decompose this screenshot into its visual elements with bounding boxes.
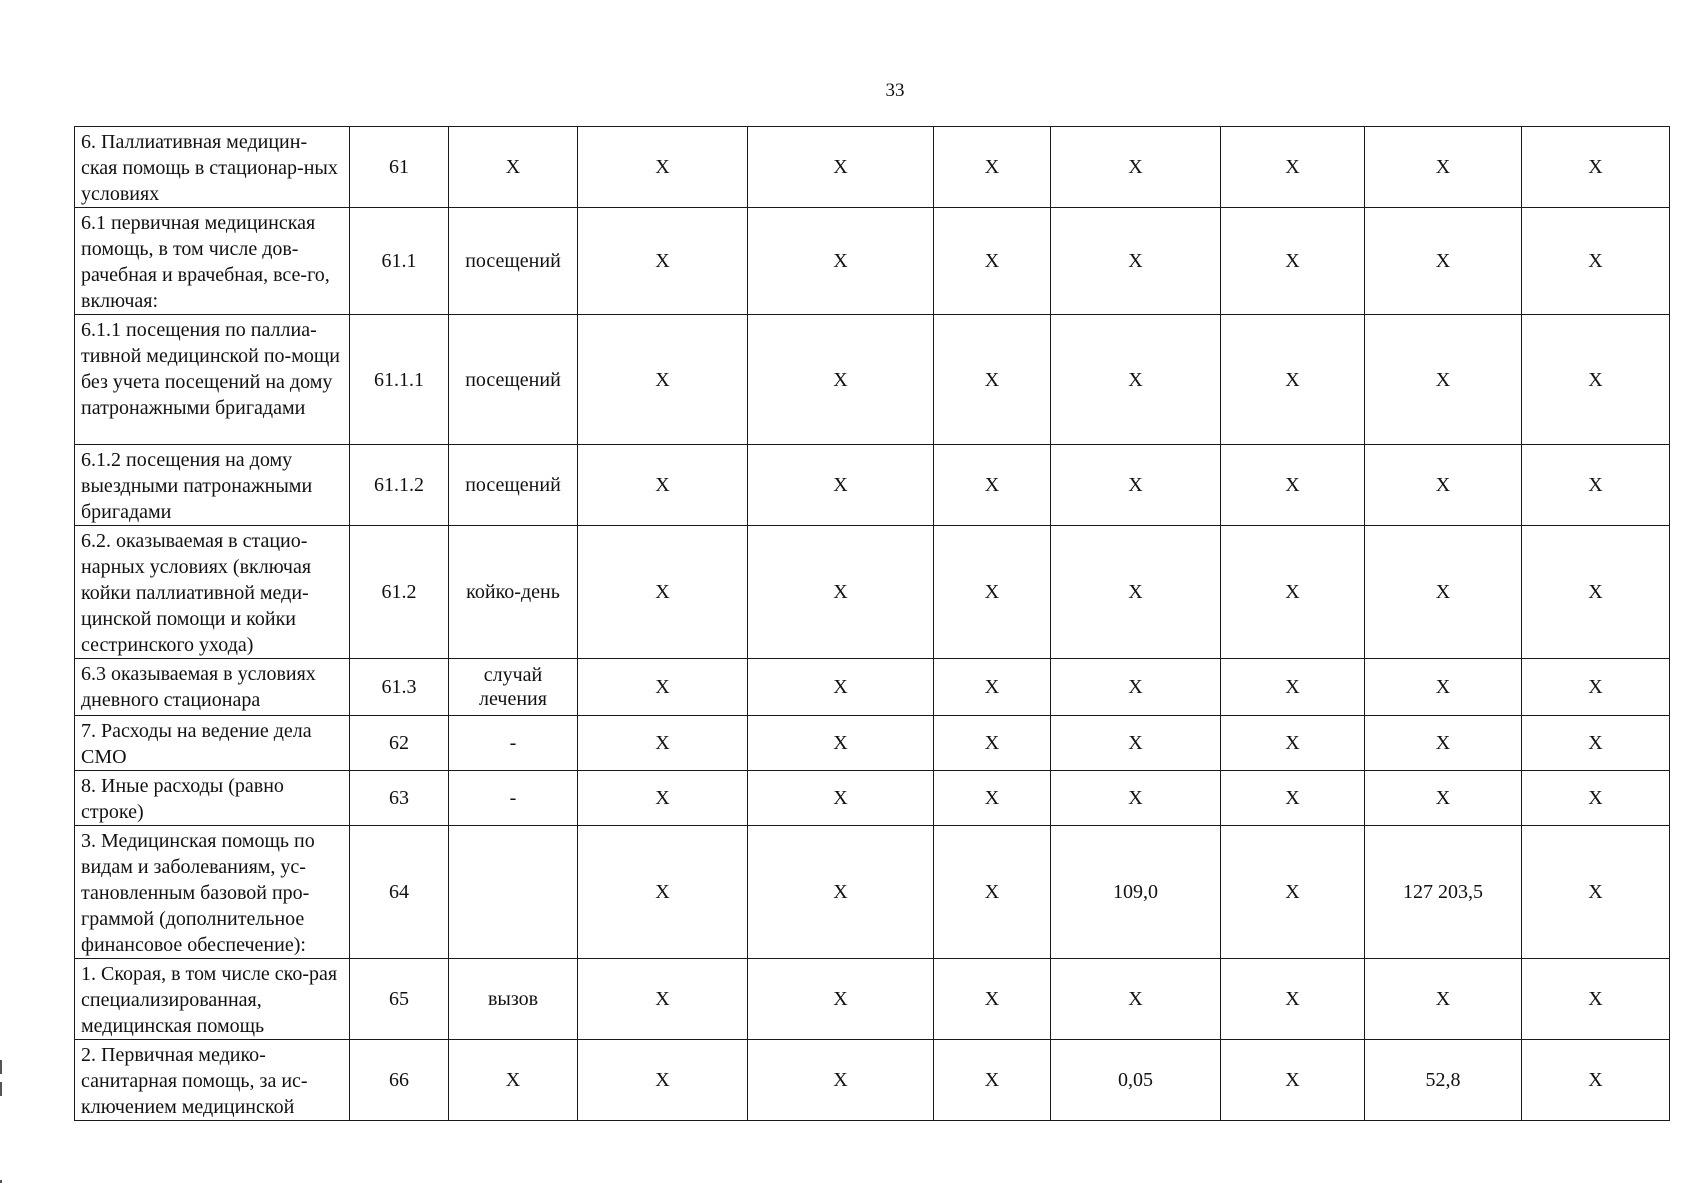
value-cell: Х: [578, 659, 748, 716]
value-cell: Х: [934, 127, 1051, 208]
value-cell: Х: [1051, 959, 1221, 1040]
value-cell: Х: [578, 716, 748, 771]
value-cell: Х: [1522, 1040, 1670, 1121]
value-cell: Х: [578, 315, 748, 445]
row-unit: койко-день: [449, 526, 578, 659]
table-row: [75, 526, 1670, 659]
row-unit: Х: [449, 127, 578, 208]
value-cell: Х: [1221, 959, 1365, 1040]
row-name: 6.3 оказываемая в условиях дневного стационара: [75, 659, 350, 716]
table-row: [75, 445, 1670, 526]
value-cell: Х: [748, 315, 934, 445]
value-cell: Х: [1365, 315, 1522, 445]
table-row: [75, 315, 1670, 445]
value-cell: Х: [1365, 526, 1522, 659]
row-code: 66: [350, 1040, 449, 1121]
row-name: 7. Расходы на ведение дела СМО: [75, 716, 350, 771]
row-code: 61.3: [350, 659, 449, 716]
page-number: 33: [885, 80, 905, 101]
value-cell: Х: [1221, 659, 1365, 716]
row-name: 6.2. оказываемая в стацио-нарных условиях (включая койки паллиативной меди-цинской помощи и койки сестринского ухода): [75, 526, 350, 659]
value-cell: Х: [1221, 1040, 1365, 1121]
table-row: [75, 127, 1670, 208]
value-cell: Х: [748, 771, 934, 826]
value-cell: Х: [748, 826, 934, 959]
value-cell: Х: [1051, 659, 1221, 716]
value-cell: 127 203,5: [1365, 826, 1522, 959]
row-code: 61.1: [350, 208, 449, 315]
value-cell: Х: [934, 315, 1051, 445]
row-unit: [449, 826, 578, 959]
value-cell: Х: [578, 826, 748, 959]
value-cell: Х: [1365, 445, 1522, 526]
value-cell: Х: [748, 127, 934, 208]
row-name: 3. Медицинская помощь по видам и заболеваниям, ус-тановленным базовой про-граммой (дополнительное финансовое обеспечение):: [75, 826, 350, 959]
value-cell: Х: [1522, 659, 1670, 716]
row-name: 2. Первичная медико-санитарная помощь, за ис-ключением медицинской: [75, 1040, 350, 1121]
value-cell: Х: [578, 526, 748, 659]
table-row: [75, 1040, 1670, 1121]
table-row: [75, 826, 1670, 959]
value-cell: Х: [748, 959, 934, 1040]
value-cell: Х: [1221, 315, 1365, 445]
value-cell: Х: [1221, 526, 1365, 659]
value-cell: Х: [1051, 526, 1221, 659]
table-row: [75, 208, 1670, 315]
row-name: 1. Скорая, в том числе ско-рая специализированная, медицинская помощь: [75, 959, 350, 1040]
row-code: 65: [350, 959, 449, 1040]
value-cell: Х: [1051, 445, 1221, 526]
value-cell: Х: [934, 959, 1051, 1040]
row-name: 8. Иные расходы (равно строке): [75, 771, 350, 826]
value-cell: Х: [1221, 127, 1365, 208]
row-unit: случай лечения: [449, 659, 578, 716]
table-row: [75, 716, 1670, 771]
row-name: 6.1.2 посещения на дому выездными патронажными бригадами: [75, 445, 350, 526]
value-cell: 0,05: [1051, 1040, 1221, 1121]
value-cell: Х: [578, 127, 748, 208]
value-cell: Х: [748, 526, 934, 659]
row-code: 64: [350, 826, 449, 959]
value-cell: Х: [578, 208, 748, 315]
value-cell: Х: [748, 1040, 934, 1121]
value-cell: Х: [1365, 659, 1522, 716]
row-unit: посещений: [449, 315, 578, 445]
value-cell: Х: [1365, 959, 1522, 1040]
table-row: [75, 959, 1670, 1040]
scan-edge-mark: [0, 1082, 2, 1096]
value-cell: Х: [1221, 445, 1365, 526]
value-cell: Х: [1522, 826, 1670, 959]
value-cell: Х: [1522, 716, 1670, 771]
value-cell: Х: [578, 959, 748, 1040]
value-cell: Х: [934, 716, 1051, 771]
value-cell: Х: [934, 526, 1051, 659]
value-cell: 52,8: [1365, 1040, 1522, 1121]
value-cell: Х: [934, 659, 1051, 716]
value-cell: Х: [578, 445, 748, 526]
value-cell: Х: [934, 445, 1051, 526]
row-name: 6.1.1 посещения по паллиа-тивной медицинской по-мощи без учета посещений на дому патронажными бригадами: [75, 315, 350, 445]
row-unit: вызов: [449, 959, 578, 1040]
value-cell: Х: [748, 208, 934, 315]
value-cell: Х: [1051, 771, 1221, 826]
value-cell: Х: [1365, 208, 1522, 315]
value-cell: Х: [748, 445, 934, 526]
row-name: 6. Паллиативная медицин-ская помощь в стационар-ных условиях: [75, 127, 350, 208]
row-code: 61.1.1: [350, 315, 449, 445]
table-body: [75, 127, 1670, 1121]
value-cell: Х: [1365, 127, 1522, 208]
row-code: 61.1.2: [350, 445, 449, 526]
value-cell: Х: [1221, 771, 1365, 826]
row-unit: -: [449, 716, 578, 771]
value-cell: Х: [1522, 315, 1670, 445]
row-unit: посещений: [449, 208, 578, 315]
value-cell: Х: [934, 1040, 1051, 1121]
value-cell: 109,0: [1051, 826, 1221, 959]
value-cell: Х: [1365, 771, 1522, 826]
value-cell: Х: [1522, 771, 1670, 826]
value-cell: Х: [1522, 127, 1670, 208]
value-cell: Х: [1221, 716, 1365, 771]
value-cell: Х: [934, 771, 1051, 826]
financing-table: [74, 126, 1670, 1121]
value-cell: Х: [1522, 959, 1670, 1040]
scan-edge-mark: [0, 1060, 2, 1074]
value-cell: Х: [1365, 716, 1522, 771]
value-cell: Х: [1221, 826, 1365, 959]
value-cell: Х: [748, 716, 934, 771]
value-cell: Х: [1221, 208, 1365, 315]
value-cell: Х: [578, 771, 748, 826]
value-cell: Х: [1522, 208, 1670, 315]
row-unit: посещений: [449, 445, 578, 526]
table-row: [75, 659, 1670, 716]
scan-edge-mark: [0, 1180, 2, 1183]
value-cell: Х: [578, 1040, 748, 1121]
value-cell: Х: [1051, 208, 1221, 315]
table-row: [75, 771, 1670, 826]
value-cell: Х: [1051, 315, 1221, 445]
row-code: 61: [350, 127, 449, 208]
row-name: 6.1 первичная медицинская помощь, в том числе дов-рачебная и врачебная, все-го, включая:: [75, 208, 350, 315]
value-cell: Х: [1051, 716, 1221, 771]
row-code: 62: [350, 716, 449, 771]
value-cell: Х: [1522, 445, 1670, 526]
value-cell: Х: [748, 659, 934, 716]
value-cell: Х: [934, 208, 1051, 315]
value-cell: Х: [1051, 127, 1221, 208]
value-cell: Х: [934, 826, 1051, 959]
row-code: 61.2: [350, 526, 449, 659]
row-code: 63: [350, 771, 449, 826]
row-unit: Х: [449, 1040, 578, 1121]
value-cell: Х: [1522, 526, 1670, 659]
row-unit: -: [449, 771, 578, 826]
